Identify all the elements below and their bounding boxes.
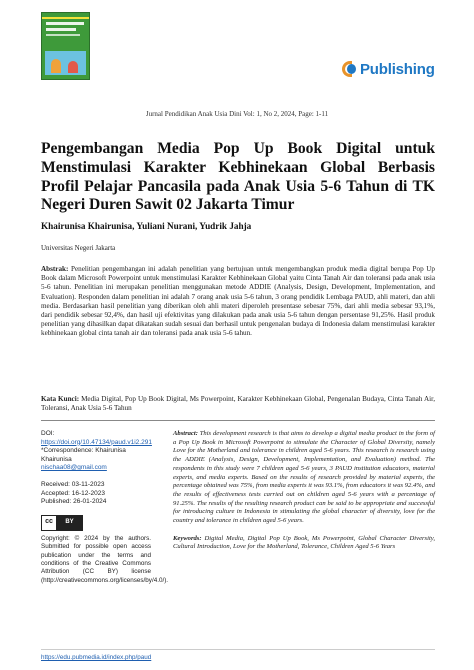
- journal-cover-thumbnail: [41, 12, 90, 80]
- publisher-logo-text: Publishing: [360, 60, 435, 78]
- accepted-date: Accepted: 16-12-2023: [41, 489, 105, 497]
- abstract-english: [173, 430, 435, 552]
- keywords-body: Media Digital, Pop Up Book Digital, Ms Powerpoint, Karakter Kebhinekaan Global, Pengenalan Budaya, Cinta Tanah Air, Toleransi, Anak Usia 5-6 Tahun: [41, 395, 435, 413]
- english-keywords-body: Digital Media, Digital Pop Up Book, Ms Powerpoint, Global Character Diversity, Cultural Introduction, Love for the Motherland, Tolerance, Children Aged 5-6 Years: [173, 534, 436, 551]
- by-icon: BY: [57, 516, 82, 530]
- doi-link[interactable]: https://doi.org/10.47134/paud.v1i2.291: [41, 438, 152, 446]
- page-footer: [41, 649, 435, 661]
- abstract-body: Penelitian pengembangan ini adalah penelitian yang bertujuan untuk mengembangkan produk media digital berupa Pop Up Book dalam Microsoft Powerpoint untuk menstimulasi Karakter Kebhinekaan Global yaitu Cinta Tanah Air dan toleransi pada anak usia 5-6 tahun. Penelitian ini merupakan penelitian menggunakan metode ADDIE (Analysis, Design, Development, Implementation, and Evaluation). Responden dalam penelitian ini adalah 7 orang anak usia 5-6 tahun, 3 orang pendidik Lembaga PAUD, ahli materi, dan ahli media. Berdasarkan hasil penelitian yang diberikan oleh ahli materi diperoleh presentase sebesar 75%, dari ahli media sebesar 93,1%, dari pendidik sebesar 92,4%, dan hasil uji efektivitas yang dilakukan pada anak usia 5-6 tahun dengan persentase 91,25%. Hasil produk penelitian yang dihasilkan dapat dikatakan sudah sesuai dan berhasil untuk pengenalan budaya di Indonesia dalam menstimulasi karakter kebhinekaan global cinta tanah air dan toleransi pada anak usia 5-6 tahun.: [41, 265, 435, 338]
- abstract-label: Abstrak:: [41, 265, 69, 273]
- english-abstract-label: Abstract:: [173, 430, 198, 437]
- journal-url-link[interactable]: https://edu.pubmedia.id/index.php/paud: [41, 654, 152, 661]
- keywords-indonesian: [41, 395, 435, 413]
- journal-citation-line: Jurnal Pendidikan Anak Usia Dini Vol: 1, No 2, 2024, Page: 1-11: [145, 110, 329, 118]
- english-keywords-label: Keywords:: [173, 534, 202, 542]
- received-date: Received: 03-11-2023: [41, 480, 105, 488]
- published-date: Published: 26-01-2024: [41, 498, 107, 506]
- correspondence-line: *Correspondence: Khairunisa: [41, 447, 126, 455]
- section-divider: [41, 420, 435, 421]
- publisher-logo-icon: [342, 61, 356, 77]
- article-authors: Khairunisa Khairunisa, Yuliani Nurani, Yudrik Jahja: [41, 221, 252, 231]
- abstract-indonesian: [41, 265, 435, 339]
- cc-by-license-badge[interactable]: [41, 515, 83, 531]
- article-title: Pengembangan Media Pop Up Book Digital untuk Menstimulasi Karakter Kebhinekaan Global Berbasis Profil Pelajar Pancasila pada Anak Usia 5-6 Tahun di TK Negeri Duren Sawit 02 Jakarta Timur: [41, 140, 435, 214]
- email-link[interactable]: nischaa08@gmail.com: [41, 464, 107, 472]
- copyright-license-text: Copyright: © 2024 by the authors. Submitted for possible open access publication under the terms and conditions of the Creative Commons Attribution (CC BY) license (http://creativecommons.org/licenses/by/4.0/).: [41, 534, 169, 584]
- article-info-sidebar: [41, 430, 169, 585]
- keywords-label: Kata Kunci:: [41, 395, 80, 403]
- cc-icon: cc: [42, 516, 57, 530]
- english-abstract-body: This development research is that aims to develop a digital media product in the form of a Pop Up Book in Microsoft Powerpoint to stimulate the Character of Global Diversity, namely Love for the Motherland and tolerance in children aged 5-6 years. This research is research using the ADDIE (Analysis, Design, Development, Implementation, and Evaluation) method. The respondents in this study were 7 children aged 5-6 years, 3 PAUD institution educators, material experts, and media experts. Based on the results of research provided by material experts, the percentage obtained was 75%, from media experts it was 93.1%, from educators it was 92.4%, and the results of effectiveness tests carried out on children aged 5-6 years with a percentage of 91.25%. The results of the resulting research product can be said to be appropriate and successful for introducing culture in Indonesia in stimulating the global character of diversity, love for the country and tolerance in children aged 5-6 years.: [173, 430, 435, 525]
- correspondence-name: Khairunisa: [41, 455, 72, 463]
- doi-label: DOI:: [41, 430, 55, 437]
- author-affiliation: Universitas Negeri Jakarta: [41, 244, 116, 252]
- publisher-logo: [342, 58, 435, 80]
